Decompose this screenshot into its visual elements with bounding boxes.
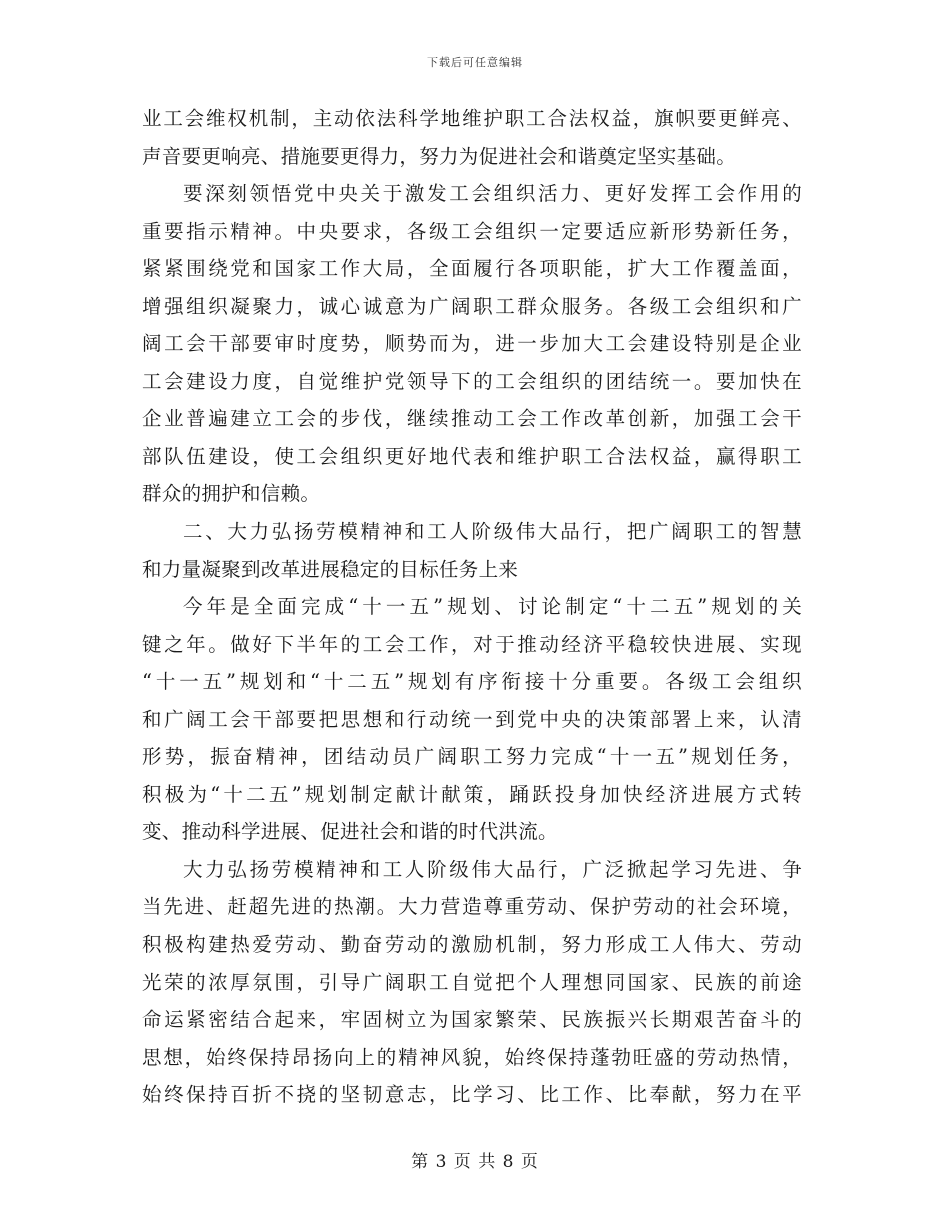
text-line: 形势，振奋精神，团结动员广阔职工努力完成“十一五”规划任务， [142, 745, 802, 769]
text-line: 积极为“十二五”规划制定献计献策，踊跃投身加快经济进展方式转 [142, 782, 802, 806]
text-line: 声音要更响亮、措施要更得力，努力为促进社会和谐奠定坚实基础。 [142, 144, 737, 168]
body-text [142, 100, 802, 1114]
text-line: 今年是全面完成“十一五”规划、讨论制定“十二五”规划的关 [183, 595, 802, 619]
text-line: 紧紧围绕党和国家工作大局，全面履行各项职能，扩大工作覆盖面， [142, 257, 802, 281]
text-line: 键之年。做好下半年的工会工作，对于推动经济平稳较快进展、实现 [142, 632, 802, 656]
text-line: 业工会维权机制，主动依法科学地维护职工合法权益，旗帜要更鲜亮、 [142, 107, 802, 130]
text-line: 大力弘扬劳模精神和工人阶级伟大品行，广泛掀起学习先进、争 [183, 857, 802, 881]
text-line: 光荣的浓厚氛围，引导广阔职工自觉把个人理想同国家、民族的前途 [142, 970, 802, 994]
text-line: 思想，始终保持昂扬向上的精神风貌，始终保持蓬勃旺盛的劳动热情， [142, 1045, 802, 1069]
text-line: 群众的拥护和信赖。 [142, 482, 321, 506]
section-heading-line: 和力量凝聚到改革进展稳定的目标任务上来 [142, 557, 519, 581]
text-line: 工会建设力度，自觉维护党领导下的工会组织的团结统一。要加快在 [142, 369, 802, 393]
text-line: 当先进、赶超先进的热潮。大力营造尊重劳动、保护劳动的社会环境， [142, 895, 802, 919]
text-line: 和广阔工会干部要把思想和行动统一到党中央的决策部署上来，认清 [142, 707, 802, 731]
text-line: 始终保持百折不挠的坚韧意志，比学习、比工作、比奉献，努力在平 [142, 1083, 802, 1107]
text-line: 积极构建热爱劳动、勤奋劳动的激励机制，努力形成工人伟大、劳动 [142, 933, 802, 957]
text-line: 重要指示精神。中央要求，各级工会组织一定要适应新形势新任务， [142, 219, 802, 243]
header-note: 下载后可任意编辑 [427, 56, 523, 69]
text-line: 增强组织凝聚力，诚心诚意为广阔职工群众服务。各级工会组织和广 [142, 294, 802, 318]
text-line: 阔工会干部要审时度势，顺势而为，进一步加大工会建设特别是企业 [142, 332, 802, 356]
page-number-footer: 第 3 页 共 8 页 [411, 1152, 539, 1172]
text-line: 变、推动科学进展、促进社会和谐的时代洪流。 [142, 820, 558, 844]
text-line: “十一五”规划和“十二五”规划有序衔接十分重要。各级工会组织 [142, 670, 802, 694]
text-line: 企业普遍建立工会的步伐，继续推动工会工作改革创新，加强工会干 [142, 407, 802, 431]
text-line: 要深刻领悟党中央关于激发工会组织活力、更好发挥工会作用的 [183, 182, 802, 206]
text-line: 部队伍建设，使工会组织更好地代表和维护职工合法权益，赢得职工 [142, 444, 802, 468]
section-heading-line: 二、大力弘扬劳模精神和工人阶级伟大品行，把广阔职工的智慧 [183, 520, 802, 544]
text-line: 命运紧密结合起来，牢固树立为国家繁荣、民族振兴长期艰苦奋斗的 [142, 1008, 802, 1032]
